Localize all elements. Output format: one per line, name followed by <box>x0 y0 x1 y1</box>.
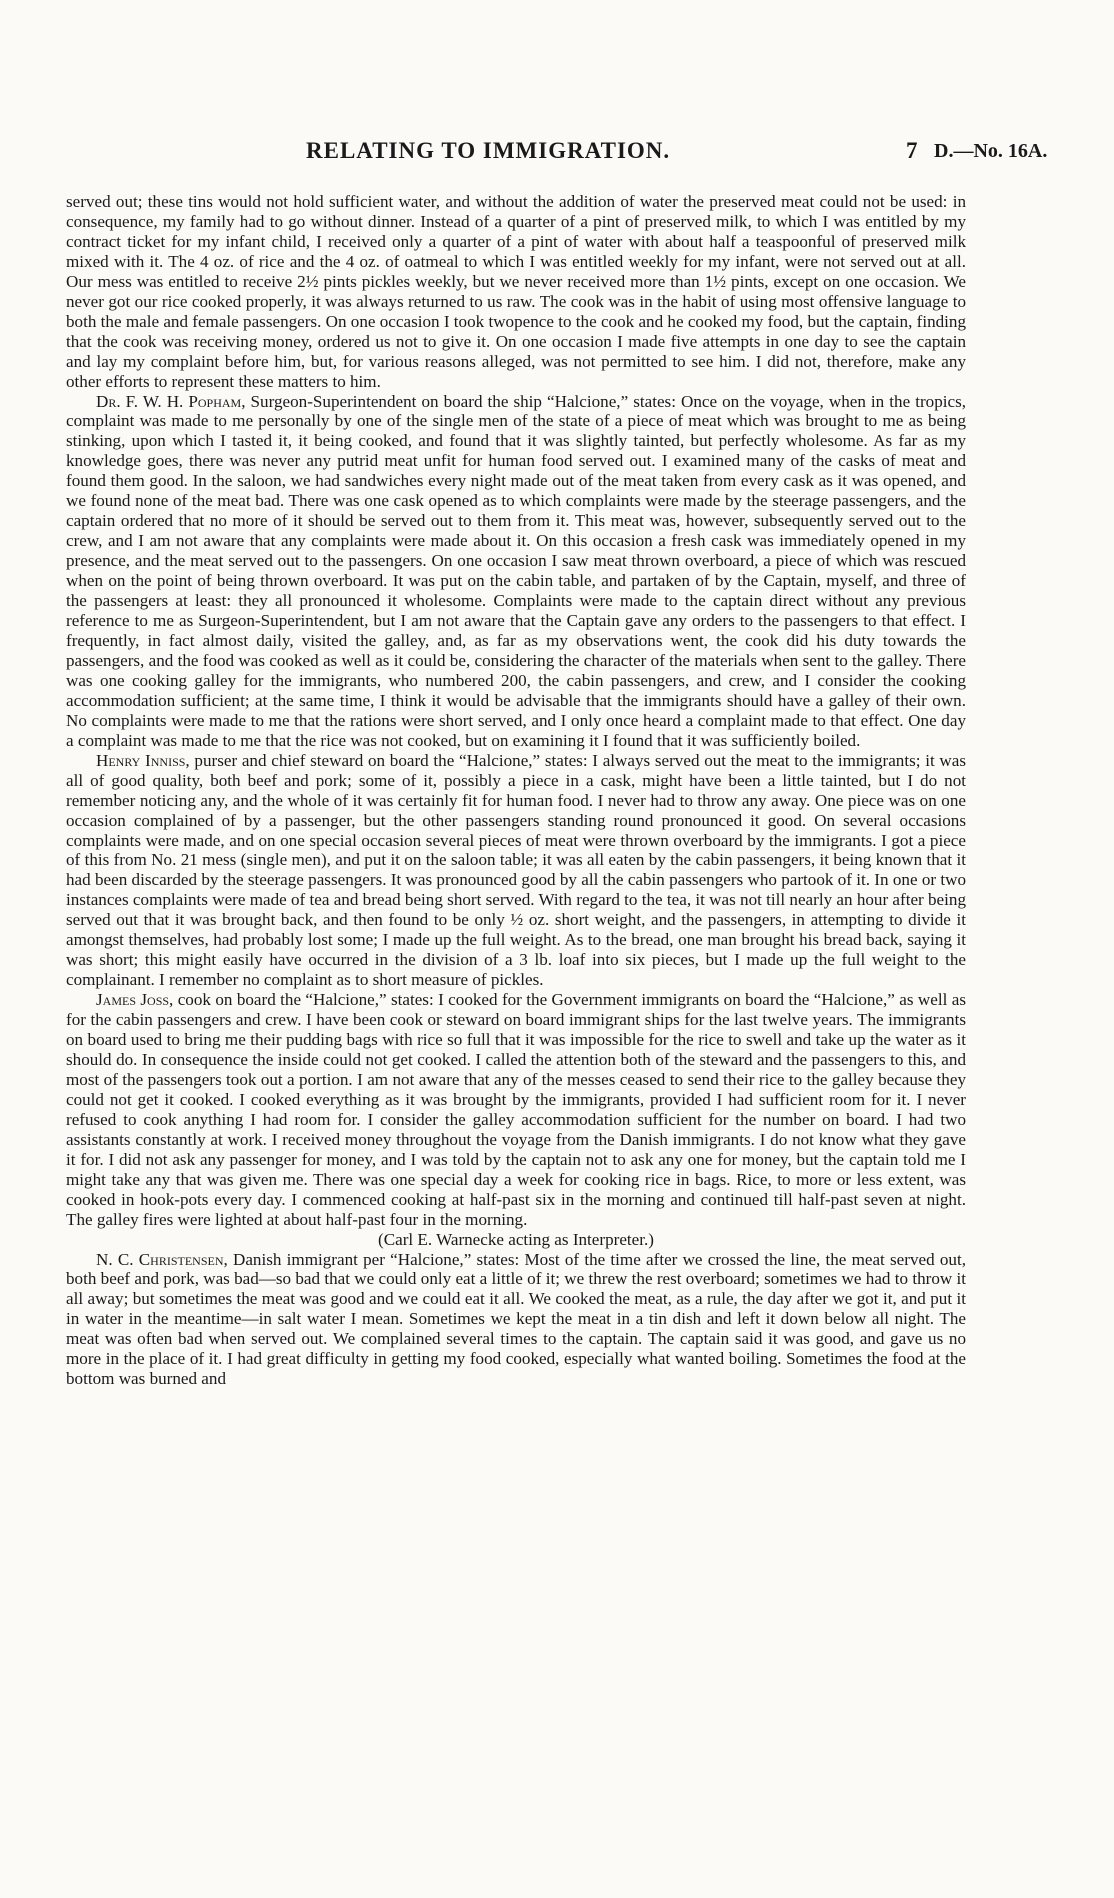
speaker-name: Henry Inniss, <box>96 750 190 770</box>
speaker-name: Dr. F. W. H. Popham, <box>96 391 246 411</box>
paragraph-text: purser and chief steward on board the “Halcione,” states: I always served out the meat to the immigrants; it was all of good quality, both beef and pork; some of it, possibly a piece in a cask, might have been a little tainted, but I do not remember noticing any, and the whole of it was certainly fit for human food. I never had to throw any away. One piece was on one occasion complained of by a passenger, but the other passengers standing round pronounced it good. On several occasions complaints were made, and on one special occasion several pieces of meat were thrown overboard by the immigrants. I got a piece of this from No. 21 mess (single men), and put it on the saloon table; it was all eaten by the cabin passengers, it being known that it had been discarded by the steerage passengers. It was pronounced good by all the cabin passengers who partook of it. In one or two instances complaints were made of tea and bread being short served. With regard to the tea, it was not till nearly an hour after being served out that it was brought back, and then found to be only ½ oz. short weight, and the passengers, in attempting to divide it amongst themselves, had probably lost some; I made up the full weight. As to the bread, one man brought his bread back, saying it was short; this might easily have occurred in the division of a 3 lb. loaf into six pieces, but I made up the full weight to the complainant. I remember no complaint as to short measure of pickles. <box>66 750 966 990</box>
paragraph-text: cook on board the “Halcione,” states: I cooked for the Government immigrants on board the “Halcione,” as well as for the cabin passengers and crew. I have been cook or steward on board immigrant ships for the last twelve years. The immigrants on board used to bring me their pudding bags with rice so full that it was impossible for the rice to swell and take up the water as it should do. In consequence the inside could not get cooked. I called the attention both of the steward and the passengers to this, and most of the passengers took out a portion. I am not aware that any of the messes ceased to send their rice to the galley because they could not get it cooked. I cooked everything as it was brought by the immigrants, provided I had sufficient room for it. I never refused to cook anything I had room for. I consider the galley accommodation sufficient for the number on board. I had two assistants constantly at work. I received money throughout the voyage from the Danish immigrants. I do not know what they gave it for. I did not ask any passenger for money, and I was told by the captain not to ask any one for money, but the captain told me I might take any that was given me. There was one special day a week for cooking rice in bags. Rice, to more or less extent, was cooked in hook-pots every day. I commenced cooking at half-past six in the morning and continued till half-past seven at night. The galley fires were lighted at about half-past four in the morning. <box>66 990 966 1229</box>
paragraph-text: (Carl E. Warnecke acting as Interpreter.) <box>378 1229 654 1249</box>
paragraph-popham-statement <box>66 392 966 751</box>
interpreter-note <box>66 1230 966 1250</box>
running-head <box>66 138 1048 174</box>
page-number: 7 <box>906 138 918 163</box>
paragraph-continuation <box>66 192 966 392</box>
paragraph-inniss-statement <box>66 751 966 990</box>
speaker-name: N. C. Christensen, <box>96 1249 228 1269</box>
body-text <box>66 192 966 1389</box>
paragraph-text: Danish immigrant per “Halcione,” states: Most of the time after we crossed the line, the meat served out, both beef and pork, was bad—so bad that we could only eat a little of it; we threw the rest overboard; sometimes we had to throw it all away; but sometimes the meat was good and we could eat it all. We cooked the meat, as a rule, the day after we got it, and put it in water in the meantime—in salt water I mean. Sometimes we kept the meat in a tin dish and left it down below all night. The meat was often bad when served out. We complained several times to the captain. The captain said it was good, and gave us no more in the place of it. I had great difficulty in getting my food cooked, especially what wanted boiling. Sometimes the food at the bottom was burned and <box>66 1249 966 1389</box>
paragraph-text: served out; these tins would not hold sufficient water, and without the addition of water the preserved meat could not be used: in consequence, my family had to go without dinner. Instead of a quarter of a pint of preserved milk, to which I was entitled by my contract ticket for my infant child, I received only a quarter of a pint of water with about half a teaspoonful of preserved milk mixed with it. The 4 oz. of rice and the 4 oz. of oatmeal to which I was entitled weekly for my infant, were not served out at all. Our mess was entitled to receive 2½ pints pickles weekly, but we never received more than 1½ pints, except on one occasion. We never got our rice cooked properly, it was always returned to us raw. The cook was in the habit of using most offensive language to both the male and female passengers. On one occasion I took twopence to the cook and he cooked my food, but the captain, finding that the cook was receiving money, ordered us not to give it. On one occasion I made five attempts in one day to see the captain and lay my complaint before him, but, for various reasons alleged, was not permitted to see him. I did not, therefore, make any other efforts to represent these matters to him. <box>66 192 967 391</box>
document-reference: D.—No. 16A. <box>934 140 1048 162</box>
speaker-name: James Joss, <box>96 990 174 1010</box>
paragraph-joss-statement <box>66 990 966 1229</box>
paragraph-christensen-statement <box>66 1250 966 1390</box>
paragraph-text: Surgeon-Superintendent on board the ship “Halcione,” states: Once on the voyage, when in the tropics, complaint was made to me personally by one of the single men of the state of a piece of meat which was brought to me as being stinking, upon which I tasted it, it being cooked, and found that it was slightly tainted, but perfectly wholesome. As far as my knowledge goes, there was never any putrid meat unfit for human food served out. I examined many of the casks of meat and found them good. In the saloon, we had sandwiches every night made out of the meat taken from every cask as it was opened, and we found none of the meat bad. There was one cask opened as to which complaints were made by the steerage passengers, and the captain ordered that no more of it should be served out to them from it. This meat was, however, subsequently served out to the crew, and I am not aware that any complaints were made about it. On this occasion a fresh cask was immediately opened in my presence, and the meat served out to the passengers. On one occasion I saw meat thrown overboard, a piece of which was rescued when on the point of being thrown overboard. It was put on the cabin table, and partaken of by the Captain, myself, and three of the passengers at least: they all pronounced it wholesome. Complaints were made to the captain direct without any previous reference to me as Surgeon-Superintendent, but I am not aware that the Captain gave any orders to the passengers to that effect. I frequently, in fact almost daily, visited the galley, and, as far as my observations went, the cook did his duty towards the passengers, and the food was cooked as well as it could be, considering the character of the materials when sent to the galley. There was one cooking galley for the immigrants, who numbered 200, the cabin passengers, and crew, and I consider the cooking accommodation sufficient; at the same time, I think it would be advisable that the immigrants should have a galley of their own. No complaints were made to me that the rations were short served, and I only once heard a complaint made to that effect. One day a complaint was made to me that the rice was not cooked, but on examining it I found that it was sufficiently boiled. <box>66 391 966 750</box>
page-title: RELATING TO IMMIGRATION. <box>306 138 671 163</box>
